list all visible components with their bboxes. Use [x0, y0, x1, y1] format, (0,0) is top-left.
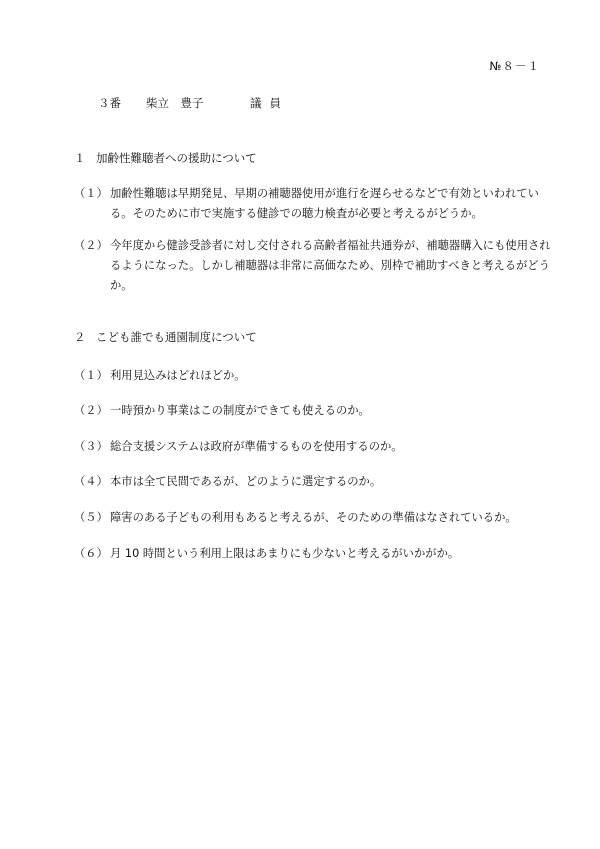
- item-text: 一時預かり事業はこの制度ができても使えるのか。: [110, 404, 370, 417]
- question-item: [74, 236, 554, 296]
- item-text: 月 10 時間という利用上限はあまりにも少ないと考えるがいかがか。: [110, 547, 460, 560]
- item-marker: （３）: [74, 440, 108, 453]
- item-marker: （６）: [74, 547, 108, 560]
- item-marker: （１）: [74, 187, 108, 200]
- section-title: 加齢性難聴者への援助について: [96, 151, 257, 165]
- question-item: [74, 437, 554, 457]
- item-marker: （４）: [74, 475, 108, 488]
- section-title: こども誰でも通園制度について: [96, 330, 257, 344]
- speaker-line: [98, 98, 289, 110]
- item-marker: （５）: [74, 511, 108, 524]
- speaker-role: 議員: [250, 96, 289, 110]
- document-number: №８－１: [489, 59, 540, 73]
- item-text: 今年度から健診受診者に対し交付される高齢者福祉共通券が、補聴器購入にも使用されるようになった。しかし補聴器は非常に高価なため、別枠で補助すべきと考えるがどうか。: [110, 239, 551, 292]
- question-item: [74, 544, 554, 564]
- item-marker: （２）: [74, 239, 108, 252]
- question-item: [74, 184, 554, 224]
- section-heading-2: [74, 332, 257, 344]
- item-text: 総合支援システムは政府が準備するものを使用するのか。: [110, 440, 403, 453]
- item-text: 障害のある子どもの利用もあると考えるが、そのための準備はなされているか。: [110, 511, 517, 524]
- question-item: [74, 508, 554, 528]
- speaker-seat: ３番: [98, 96, 121, 110]
- item-text: 本市は全て民間であるが、どのように選定するのか。: [110, 475, 382, 488]
- question-item: [74, 472, 554, 492]
- section-number: １: [74, 151, 86, 165]
- speaker-name: 柴立 豊子: [146, 96, 204, 110]
- item-text: 加齢性難聴は早期発見、早期の補聴器使用が進行を遅らせるなどで有効といわれている。そのために市で実施する健診での聴力検査が必要と考えるがどうか。: [110, 187, 539, 220]
- section-heading-1: [74, 153, 257, 165]
- item-marker: （１）: [74, 369, 108, 382]
- section-number: ２: [74, 330, 86, 344]
- item-text: 利用見込みはどれほどか。: [110, 369, 246, 382]
- item-marker: （２）: [74, 404, 108, 417]
- question-item: [74, 366, 554, 386]
- question-item: [74, 401, 554, 421]
